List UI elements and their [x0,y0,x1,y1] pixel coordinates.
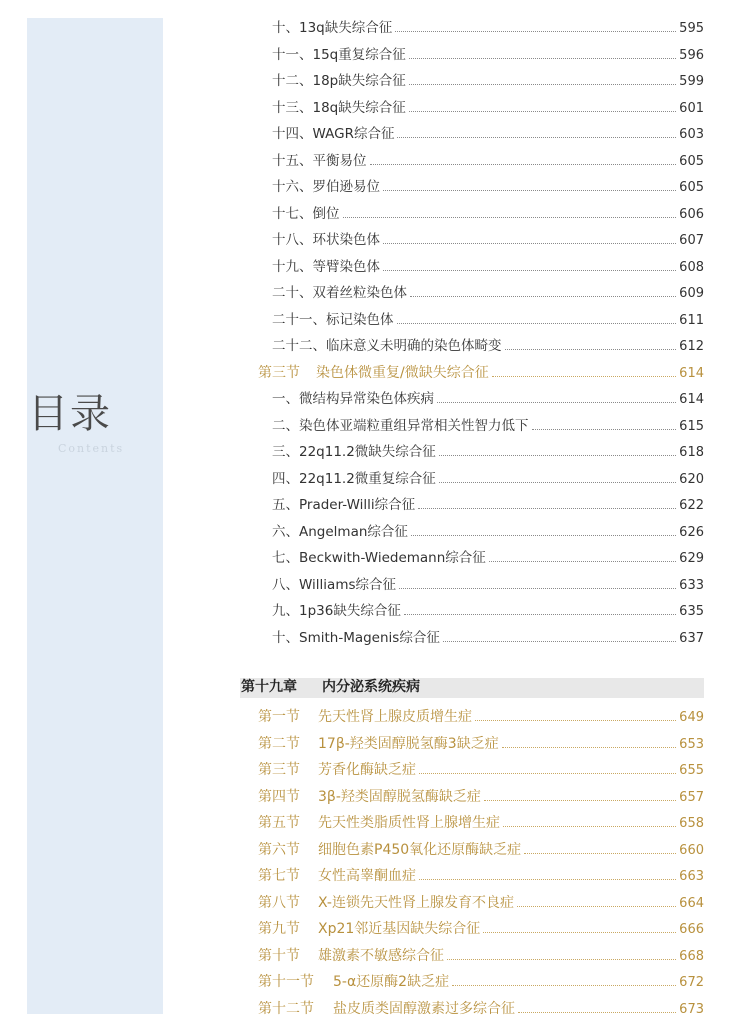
dot-leader [439,454,676,456]
toc-section-entry[interactable] [258,994,704,1016]
section-number: 第七节 [258,868,300,884]
dot-leader [452,984,676,986]
entry-number: 十五、 [272,152,313,169]
dot-leader [502,746,676,748]
entry-page: 609 [679,286,704,301]
section-title: 17β-羟类固醇脱氢酶3缺乏症 [318,736,499,752]
section-title: 先天性类脂质性肾上腺增生症 [318,815,500,831]
dot-leader [383,269,676,271]
entry-number: 四、 [272,470,299,487]
entry-title: 标记染色体 [326,311,394,328]
toc-entry[interactable] [272,146,704,168]
section-title: 细胞色素P450氧化还原酶缺乏症 [318,842,522,858]
entry-number: 二、 [272,417,299,434]
entry-page: 605 [679,180,704,195]
entry-title: 罗伯逊易位 [312,178,380,195]
entry-page: 614 [679,392,704,407]
toc-entry[interactable] [272,93,704,115]
section-number: 第六节 [258,842,300,858]
entry-page: 608 [679,260,704,275]
dot-leader [532,428,677,430]
chapter-title[interactable]: 内分泌系统疾病 [322,679,420,695]
toc-entry[interactable] [272,464,704,486]
dot-leader [383,189,676,191]
section-page: 668 [679,949,704,964]
entry-number: 一、 [272,390,299,407]
dot-leader [399,587,676,589]
dot-leader [409,57,676,59]
toc-subheading: Contents [58,442,125,455]
section-number: 第十节 [258,948,300,964]
toc-section-entry[interactable] [258,835,704,857]
entry-title: 双着丝粒染色体 [312,284,407,301]
section-title: 雄激素不敏感综合征 [318,948,444,964]
dot-leader [409,110,676,112]
entry-page: 626 [679,525,704,540]
entry-number: 十、 [272,629,299,646]
entry-number: 七、 [272,549,299,566]
dot-leader [437,401,676,403]
entry-number: 十三、 [272,99,313,116]
entry-title: Williams综合征 [299,576,397,593]
dot-leader [410,295,676,297]
entry-page: 607 [679,233,704,248]
entry-page: 629 [679,551,704,566]
entry-title: 18p缺失综合征 [312,72,406,89]
entry-title: Prader-Willi综合征 [299,496,416,513]
section-number: 第三节 [258,365,300,381]
section-page: 658 [679,816,704,831]
entry-page: 599 [679,74,704,89]
entry-title: 平衡易位 [312,152,367,169]
entry-page: 612 [679,339,704,354]
entry-title: Smith-Magenis综合征 [299,629,440,646]
dot-leader [503,825,676,827]
dot-leader [483,931,676,933]
toc-section-entry[interactable] [258,914,704,936]
entry-page: 620 [679,472,704,487]
toc-entry[interactable] [272,517,704,539]
section-title: 5-α还原酶2缺乏症 [333,974,450,990]
entry-number: 十、 [272,19,299,36]
section-title: 盐皮质类固醇激素过多综合征 [333,1001,515,1017]
dot-leader [409,83,676,85]
entry-number: 二十二、 [272,337,326,354]
toc-section-entry[interactable] [258,888,704,910]
section-page: 653 [679,737,704,752]
dot-leader [524,852,676,854]
entry-title: 微结构异常染色体疾病 [299,390,434,407]
dot-leader [518,1011,676,1013]
entry-number: 二十、 [272,284,313,301]
dot-leader [489,560,676,562]
dot-leader [397,136,676,138]
toc-section-entry[interactable] [258,861,704,883]
toc-entry[interactable] [272,172,704,194]
entry-title: WAGR综合征 [312,125,395,142]
section-page: 614 [679,366,704,381]
entry-title: Beckwith-Wiedemann综合征 [299,549,486,566]
toc-section-entry[interactable] [258,358,704,380]
toc-entry[interactable] [272,411,704,433]
toc-entry[interactable] [272,252,704,274]
entry-number: 十四、 [272,125,313,142]
section-title: 女性高睾酮血症 [318,868,416,884]
section-page: 672 [679,975,704,990]
section-title: 芳香化酶缺乏症 [318,762,416,778]
dot-leader [447,958,676,960]
section-page: 649 [679,710,704,725]
entry-page: 633 [679,578,704,593]
toc-entry[interactable] [272,305,704,327]
toc-section-entry[interactable] [258,729,704,751]
section-number: 第一节 [258,709,300,725]
entry-number: 三、 [272,443,299,460]
section-number: 第二节 [258,736,300,752]
dot-leader [475,719,676,721]
section-page: 663 [679,869,704,884]
entry-title: 15q重复综合征 [312,46,406,63]
toc-entry[interactable] [272,384,704,406]
section-title: X-连锁先天性肾上腺发育不良症 [318,895,514,911]
toc-heading: 目录 [28,391,112,437]
entry-page: 618 [679,445,704,460]
toc-section-entry[interactable] [258,941,704,963]
dot-leader [418,507,676,509]
toc-entry[interactable] [272,331,704,353]
toc-entry[interactable] [272,623,704,645]
entry-number: 五、 [272,496,299,513]
section-page: 673 [679,1002,704,1017]
entry-page: 606 [679,207,704,222]
entry-number: 十八、 [272,231,313,248]
entry-title: 倒位 [312,205,340,222]
entry-page: 637 [679,631,704,646]
entry-number: 九、 [272,602,299,619]
toc-entry[interactable] [272,437,704,459]
toc-entry[interactable] [272,13,704,35]
entry-number: 八、 [272,576,299,593]
entry-title: 1p36缺失综合征 [299,602,401,619]
entry-title: 22q11.2微重复综合征 [299,470,436,487]
entry-number: 十六、 [272,178,313,195]
section-number: 第十一节 [258,974,314,990]
toc-entry[interactable] [272,543,704,565]
entry-page: 611 [679,313,704,328]
section-page: 666 [679,922,704,937]
section-page: 655 [679,763,704,778]
toc-entry[interactable] [272,119,704,141]
entry-number: 十二、 [272,72,313,89]
dot-leader [370,163,677,165]
toc-entry[interactable] [272,570,704,592]
toc-entry[interactable] [272,596,704,618]
entry-title: 环状染色体 [312,231,380,248]
dot-leader [419,878,676,880]
section-number: 第十二节 [258,1001,314,1017]
dot-leader [404,613,676,615]
dot-leader [505,348,677,350]
entry-number: 六、 [272,523,299,540]
toc-entry[interactable] [272,490,704,512]
entry-title: 13q缺失综合征 [299,19,393,36]
entry-title: 染色体亚端粒重组异常相关性智力低下 [299,417,529,434]
entry-title: 临床意义未明确的染色体畸变 [326,337,502,354]
entry-page: 596 [679,48,704,63]
section-page: 664 [679,896,704,911]
dot-leader [419,772,676,774]
dot-leader [484,799,676,801]
section-number: 第三节 [258,762,300,778]
dot-leader [343,216,677,218]
entry-number: 十九、 [272,258,313,275]
entry-title: 22q11.2微缺失综合征 [299,443,436,460]
entry-page: 615 [679,419,704,434]
entry-page: 622 [679,498,704,513]
dot-leader [395,30,676,32]
toc-section-entry[interactable] [258,808,704,830]
toc-section-entry[interactable] [258,755,704,777]
entry-number: 十七、 [272,205,313,222]
section-title: 染色体微重复/微缺失综合征 [316,365,489,381]
entry-number: 十一、 [272,46,313,63]
entry-number: 二十一、 [272,311,326,328]
section-number: 第五节 [258,815,300,831]
dot-leader [517,905,676,907]
entry-page: 601 [679,101,704,116]
dot-leader [439,481,676,483]
chapter-heading-bar [240,678,704,698]
section-number: 第四节 [258,789,300,805]
entry-page: 635 [679,604,704,619]
toc-entry[interactable] [272,40,704,62]
toc-entry[interactable] [272,66,704,88]
dot-leader [443,640,676,642]
toc-entry[interactable] [272,199,704,221]
entry-title: 18q缺失综合征 [312,99,406,116]
entry-title: Angelman综合征 [299,523,408,540]
entry-title: 等臂染色体 [312,258,380,275]
dot-leader [383,242,676,244]
section-page: 657 [679,790,704,805]
section-page: 660 [679,843,704,858]
entry-page: 595 [679,21,704,36]
toc-entry[interactable] [272,278,704,300]
dot-leader [411,534,676,536]
dot-leader [492,375,676,377]
sidebar-panel [27,18,163,1014]
entry-page: 605 [679,154,704,169]
entry-page: 603 [679,127,704,142]
toc-section-entry[interactable] [258,967,704,989]
section-number: 第八节 [258,895,300,911]
section-number: 第九节 [258,921,300,937]
section-title: 3β-羟类固醇脱氢酶缺乏症 [318,789,481,805]
toc-section-entry[interactable] [258,702,704,724]
toc-entry[interactable] [272,225,704,247]
chapter-number[interactable]: 第十九章 [241,679,297,695]
section-title: 先天性肾上腺皮质增生症 [318,709,472,725]
section-title: Xp21邻近基因缺失综合征 [318,921,481,937]
toc-section-entry[interactable] [258,782,704,804]
dot-leader [397,322,677,324]
